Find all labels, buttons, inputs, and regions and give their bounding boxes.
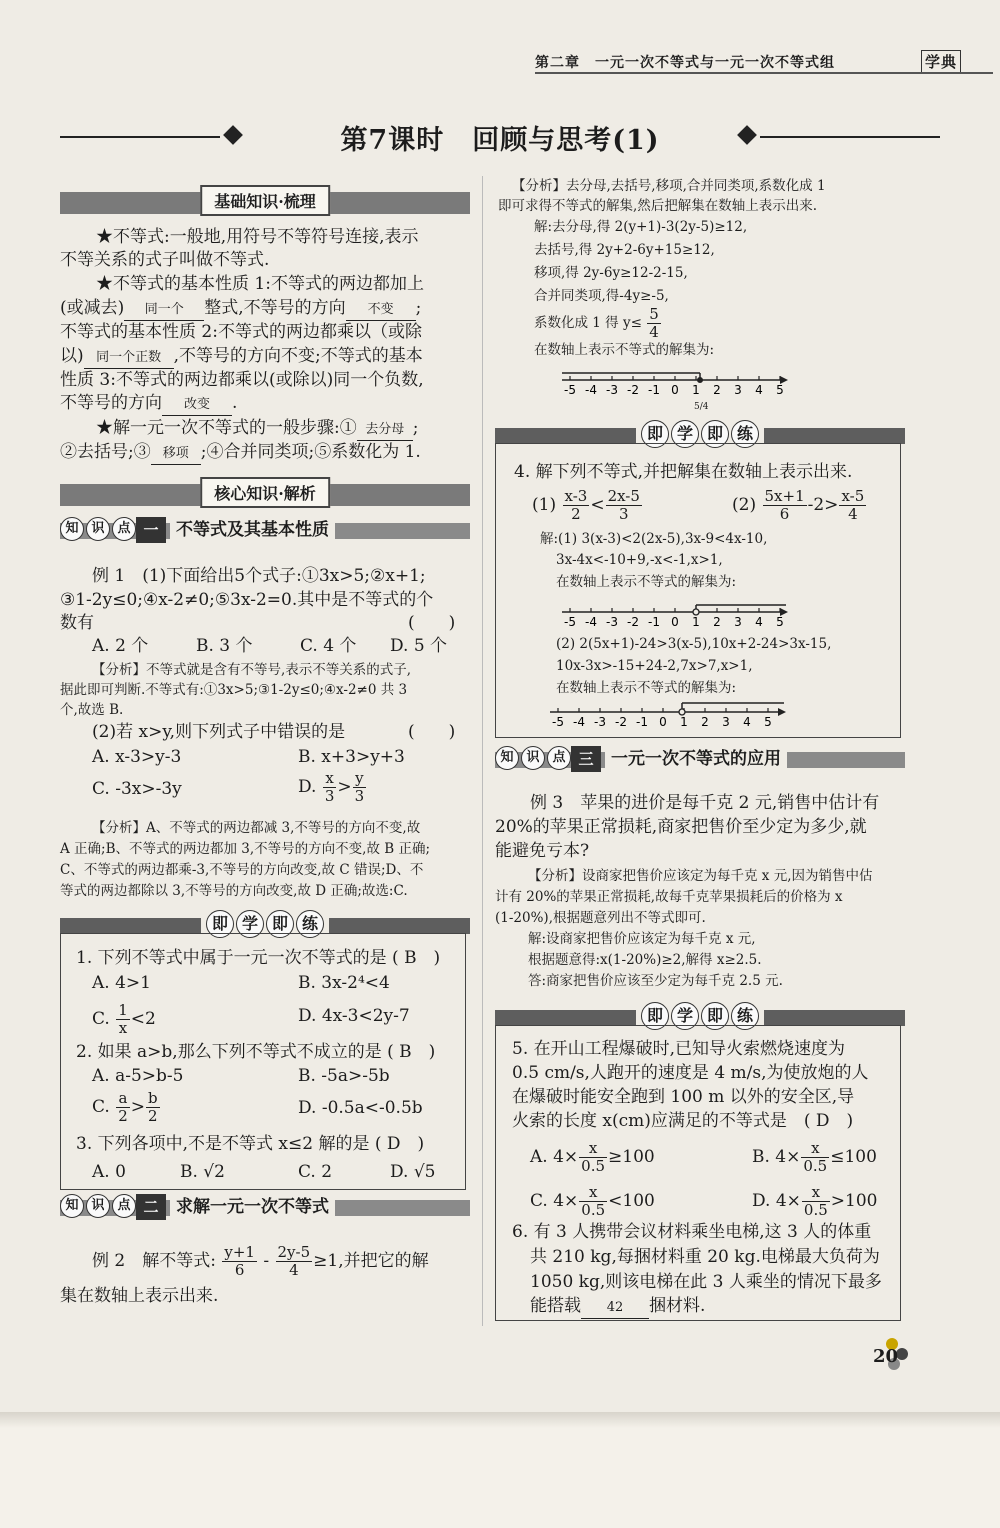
number-line-1: [560, 366, 790, 406]
option-b: B. 3x-2⁴<4: [298, 973, 390, 993]
tick-label: -2: [627, 383, 639, 397]
denominator: 4: [848, 505, 858, 523]
operator: -2>: [807, 495, 839, 515]
numerator: x-5: [841, 487, 865, 505]
option-d: D. √5: [390, 1162, 436, 1182]
answer-paren: ( ): [408, 613, 456, 633]
tick-label: 2: [713, 615, 721, 629]
question-line: 0.5 cm/s,人跑开的速度是 4 m/s,为使放炮的人: [512, 1063, 869, 1083]
text-line: [60, 442, 421, 465]
open-point: [693, 609, 699, 615]
numerator: x-3: [564, 487, 588, 505]
knowledge-point-3: [495, 746, 905, 772]
numerator: 5x+1: [764, 487, 805, 505]
option-a: A. x-3>y-3: [92, 747, 182, 767]
analysis-line: 即可求得不等式的解集,然后把解集在数轴上表示出来.: [498, 198, 818, 214]
chapter-title: 第二章 一元一次不等式与一元一次不等式组: [535, 55, 835, 71]
denominator: x: [118, 1019, 128, 1037]
question-line: 共 210 kg,每捆材料重 20 kg.电梯最大负荷为: [530, 1247, 880, 1267]
solution-line: 解:去分母,得 2(y+1)-3(2y-5)≥12,: [534, 219, 748, 235]
numerator: 2y-5: [277, 1243, 311, 1261]
option-c: [92, 1090, 161, 1125]
denominator: 0.5: [581, 1157, 606, 1175]
text-seg: 能搭载: [530, 1296, 581, 1316]
numerator: 1: [118, 1001, 128, 1019]
option-label: C. 4×: [530, 1191, 579, 1211]
tick-label: -3: [594, 715, 606, 729]
kp-number: 三: [571, 746, 601, 772]
operator: <: [590, 495, 605, 515]
tick-label: 1: [692, 383, 700, 397]
text-seg: (2): [732, 495, 757, 515]
solution-line: 解:(1) 3(x-3)<2(2x-5),3x-9<4x-10,: [540, 531, 768, 547]
fraction: [323, 770, 337, 805]
practice-char: 即: [701, 420, 729, 448]
solution-line: 答:商家把售价应该至少定为每千克 2.5 元.: [528, 973, 783, 989]
analysis-line: 【分析】A、不等式的两边都减 3,不等号的方向不变,故: [92, 820, 421, 836]
numerator: x: [802, 1184, 830, 1202]
tick-label: 0: [671, 383, 679, 397]
question-line: 在爆破时能安全跑到 100 m 以外的安全区,导: [512, 1087, 855, 1107]
option-text: >100: [830, 1191, 878, 1211]
lesson-title: [60, 118, 940, 158]
option-text: ≤100: [830, 1147, 877, 1167]
fraction: [353, 770, 367, 805]
practice-char: 即: [701, 1002, 729, 1030]
operator: >: [337, 777, 352, 797]
kp-title: 不等式及其基本性质: [170, 517, 335, 543]
tick-label: 5: [776, 383, 784, 397]
kp-title: 求解一元一次不等式: [170, 1194, 335, 1220]
solution-line: 合并同类项,得-4y≥-5,: [534, 288, 669, 304]
text-line: [96, 418, 418, 441]
running-header: [533, 50, 993, 72]
tick-label: -1: [648, 383, 660, 397]
example-line: 例 3 苹果的进价是每千克 2 元,销售中估计有: [530, 793, 880, 813]
option-label: C.: [92, 1009, 110, 1029]
text-line: 不等关系的式子叫做不等式.: [60, 250, 270, 270]
denominator: 3: [354, 787, 365, 805]
tick-label: 0: [659, 715, 667, 729]
example-line: (2)若 x>y,则下列式子中错误的是: [92, 722, 346, 742]
option-label: D. 4×: [752, 1191, 801, 1211]
text-seg: ;④合并同类项;⑤系数化为 1.: [200, 442, 421, 462]
answer-blank: 同一个: [124, 300, 204, 321]
kp-chip: 知: [495, 746, 519, 770]
option-b: B. √2: [180, 1162, 225, 1182]
denominator: 2: [571, 505, 581, 523]
answer-blank: 同一个正数: [84, 348, 174, 369]
denominator: 3: [618, 505, 629, 523]
text-seg: ≥1,并把它的解: [313, 1251, 429, 1271]
solution-line: 移项,得 2y-6y≥12-2-15,: [534, 265, 688, 281]
tick-label: -1: [636, 715, 648, 729]
option-a: A. 2 个: [92, 636, 149, 656]
kp-chip: 识: [521, 746, 545, 770]
question-line: 3. 下列各项中,不是不等式 x≤2 解的是 ( D ): [76, 1134, 425, 1154]
solution-line: (2) 2(5x+1)-24>3(x-5),10x+2-24>3x-15,: [556, 636, 832, 652]
section-banner-core: [60, 484, 470, 506]
practice-char: 学: [671, 420, 699, 448]
denominator: 2: [118, 1107, 128, 1125]
kp-number: 一: [136, 517, 166, 543]
text-line: ★不等式的基本性质 1:不等式的两边都加上: [96, 274, 424, 294]
text-seg: ,不等号的方向不变;不等式的基本: [173, 346, 423, 366]
analysis-line: 【分析】不等式就是含有不等号,表示不等关系的式子,: [92, 662, 412, 678]
option-c: [530, 1184, 655, 1219]
numerator: 5: [649, 305, 659, 323]
answer-blank: 移项: [151, 444, 201, 465]
option-text: <2: [130, 1009, 156, 1029]
question-line: 1050 kg,则该电梯在此 3 人乘坐的情况下最多: [530, 1272, 882, 1292]
practice-char: 学: [236, 910, 264, 938]
analysis-line: 个,故选 B.: [60, 702, 124, 718]
option-label: B. 4×: [752, 1147, 801, 1167]
tick-label: -4: [585, 615, 597, 629]
analysis-line: 等式的两边都除以 3,不等号的方向改变,故 D 正确;故选:C.: [60, 883, 408, 899]
title-rule-right: [760, 136, 940, 138]
operator: >: [130, 1097, 146, 1117]
solution-line: 3x-4x<-10+9,-x<-1,x>1,: [556, 552, 723, 568]
tick-label: 4: [743, 715, 751, 729]
inequality-1: [532, 488, 643, 523]
option-a: A. a-5>b-5: [92, 1066, 184, 1086]
text-line: [60, 393, 237, 416]
option-text: <100: [608, 1191, 655, 1211]
solution-line: [534, 306, 662, 341]
number-line-2: [560, 598, 790, 632]
closed-point: [697, 377, 703, 383]
page-edge-shadow: [0, 1412, 1000, 1428]
fraction: [116, 1090, 130, 1125]
denominator: 0.5: [803, 1201, 828, 1219]
text-seg: (1): [532, 495, 557, 515]
tick-label: -2: [627, 615, 639, 629]
example-line: 20%的苹果正常损耗,商家把售价至少定为多少,就: [495, 817, 867, 837]
kp-number: 二: [136, 1194, 166, 1220]
option-label: A. 4×: [530, 1147, 579, 1167]
tick-label: -4: [585, 383, 597, 397]
denominator: 6: [779, 505, 790, 523]
solution-line: 10x-3x>-15+24-2,7x>7,x>1,: [556, 658, 753, 674]
tick-label: 0: [671, 615, 679, 629]
tick-label: 1: [680, 715, 688, 729]
tick-label: -5: [564, 615, 576, 629]
practice-char: 学: [671, 1002, 699, 1030]
analysis-line: 【分析】去分母,去括号,移项,合并同类项,系数化成 1: [512, 178, 826, 194]
text-seg: 捆材料.: [649, 1296, 706, 1316]
text-seg: 整式,不等号的方向: [204, 298, 346, 318]
question-line: 4. 解下列不等式,并把解集在数轴上表示出来.: [514, 462, 853, 482]
banner-label: 核心知识·解析: [200, 477, 330, 508]
title-text: 第7课时 回顾与思考(1): [340, 125, 660, 156]
practice-char: 练: [296, 910, 324, 938]
answer-blank: 不变: [346, 300, 416, 321]
denominator: 3: [324, 787, 335, 805]
text-seg: (或减去): [60, 298, 125, 318]
practice-char: 即: [266, 910, 294, 938]
answer-blank: 改变: [162, 395, 232, 416]
page-number: 20: [873, 1346, 899, 1367]
section-banner-basics: [60, 192, 470, 214]
knowledge-point-1: [60, 517, 470, 543]
solution-line: 根据题意得:x(1-20%)≥2,解得 x≥2.5.: [528, 952, 762, 968]
knowledge-point-2: [60, 1194, 470, 1220]
practice-char: 即: [206, 910, 234, 938]
text-line: ★不等式:一般地,用符号不等符号连接,表示: [96, 227, 419, 247]
example-line: 例 1 (1)下面给出5个式子:①3x>5;②x+1;: [92, 566, 426, 586]
tick-label: 2: [701, 715, 709, 729]
kp-chip: 点: [112, 1194, 136, 1218]
text-seg: ;: [415, 298, 422, 318]
denominator: 4: [649, 323, 659, 341]
option-b: B. -5a>-5b: [298, 1066, 390, 1086]
fraction: [801, 1140, 829, 1175]
option-b: [752, 1140, 877, 1175]
text-seg: 系数化成 1 得 y≤: [534, 315, 642, 331]
fraction: [276, 1244, 313, 1279]
question-line: 5. 在开山工程爆破时,已知导火索燃烧速度为: [512, 1039, 846, 1059]
kp-chip: 识: [86, 1194, 110, 1218]
analysis-line: 据此即可判断.不等式有:①3x>5;③1-2y≤0;④x-2≠0 共 3: [60, 682, 408, 698]
number-line-mark: 5/4: [694, 402, 709, 412]
denominator: 2: [148, 1107, 158, 1125]
column-divider: [482, 176, 483, 1326]
tick-label: -4: [573, 715, 585, 729]
numerator: a: [116, 1090, 130, 1108]
practice-char: 即: [641, 1002, 669, 1030]
numerator: x: [801, 1140, 829, 1158]
tick-label: 2: [713, 383, 721, 397]
answer-blank: 去分母: [357, 420, 413, 441]
number-line-3: [548, 698, 788, 732]
inequality-2: [732, 488, 867, 523]
numerator: y+1: [224, 1243, 255, 1261]
fraction: [606, 488, 642, 523]
solution-line: 在数轴上表示不等式的解集为:: [556, 680, 737, 696]
fraction: [579, 1140, 607, 1175]
denominator: 4: [289, 1261, 299, 1279]
text-line: [60, 298, 421, 321]
text-seg: 不等号的方向: [60, 393, 162, 413]
practice-char: 练: [731, 420, 759, 448]
analysis-line: 计有 20%的苹果正常损耗,故每千克苹果损耗后的价格为 x: [495, 889, 843, 905]
tick-label: 5: [764, 715, 772, 729]
arrow-icon: [778, 708, 786, 716]
kp-title: 一元一次不等式的应用: [605, 746, 787, 772]
tick-label: -2: [615, 715, 627, 729]
tick-label: 3: [734, 383, 742, 397]
fraction: [563, 488, 590, 523]
example-line: 数有: [60, 613, 94, 633]
tick-label: 3: [722, 715, 730, 729]
text-seg: .: [232, 393, 238, 413]
option-d: D. -0.5a<-0.5b: [298, 1098, 423, 1118]
option-b: B. x+3>y+3: [298, 747, 405, 767]
denominator: 0.5: [803, 1157, 828, 1175]
example-2-line: [92, 1244, 429, 1279]
numerator: x: [323, 770, 337, 788]
example-line: 能避免亏本?: [495, 841, 590, 861]
text-line: [60, 346, 423, 369]
option-c: C. -3x>-3y: [92, 779, 182, 799]
option-label: C.: [92, 1097, 110, 1117]
fraction: [763, 488, 807, 523]
tick-label: 4: [755, 615, 763, 629]
question-line: 火索的长度 x(cm)应满足的不等式是 ( D ): [512, 1111, 854, 1131]
fraction: [146, 1090, 160, 1125]
numerator: x: [579, 1140, 607, 1158]
solution-line: 在数轴上表示不等式的解集为:: [556, 574, 737, 590]
tick-label: 1: [692, 615, 700, 629]
option-d: D. 4x-3<2y-7: [298, 1006, 410, 1026]
open-point: [679, 709, 685, 715]
text-seg: ②去括号;③: [60, 442, 151, 462]
solution-line: 解:设商家把售价应该定为每千克 x 元,: [528, 931, 756, 947]
numerator: x: [579, 1184, 607, 1202]
option-d: [298, 770, 367, 805]
denominator: 6: [234, 1261, 245, 1279]
text-seg: 例 2 解不等式:: [92, 1251, 216, 1271]
kp-chip: 知: [60, 1194, 84, 1218]
practice-char: 即: [641, 420, 669, 448]
question-line: 1. 下列不等式中属于一元一次不等式的是 ( B ): [76, 948, 441, 968]
brand-logo: 学典: [921, 50, 961, 73]
analysis-line: 【分析】设商家把售价应该定为每千克 x 元,因为销售中估: [528, 868, 873, 884]
kp-chip: 知: [60, 517, 84, 541]
tick-label: -3: [606, 383, 618, 397]
answer-blank: 42: [581, 1298, 649, 1319]
fraction: [116, 1002, 130, 1037]
numerator: 2x-5: [607, 487, 640, 505]
kp-chip: 识: [86, 517, 110, 541]
analysis-line: C、不等式的两边都乘-3,不等号的方向改变,故 C 错误;D、不: [60, 862, 424, 878]
fraction: [802, 1184, 830, 1219]
text-line: 性质 3:不等式的两边都乘以(或除以)同一个负数,: [60, 370, 424, 390]
example-line: ③1-2y≤0;④x-2≠0;⑤3x-2=0.其中是不等式的个: [60, 590, 434, 610]
option-c: C. 2: [298, 1162, 333, 1182]
text-line: 不等式的基本性质 2:不等式的两边都乘以（或除: [60, 322, 422, 342]
answer-paren: ( ): [408, 722, 456, 742]
option-d: D. 5 个: [390, 636, 448, 656]
tick-label: -5: [564, 383, 576, 397]
solution-line: 在数轴上表示不等式的解集为:: [534, 342, 715, 358]
question-line: 2. 如果 a>b,那么下列不等式不成立的是 ( B ): [76, 1042, 436, 1062]
operator: -: [263, 1251, 270, 1271]
option-a: [530, 1140, 655, 1175]
text-seg: 以): [60, 346, 84, 366]
tick-label: -5: [552, 715, 564, 729]
tick-label: 4: [755, 383, 763, 397]
option-c: [92, 1002, 156, 1037]
option-text: ≥100: [608, 1147, 655, 1167]
analysis-line: A 正确;B、不等式的两边都加 3,不等号的方向不变,故 B 正确;: [60, 841, 431, 857]
question-line: [530, 1296, 705, 1319]
option-d: [752, 1184, 877, 1219]
numerator: b: [148, 1089, 158, 1107]
option-b: B. 3 个: [196, 636, 253, 656]
option-c: C. 4 个: [300, 636, 357, 656]
fraction: [839, 488, 866, 523]
analysis-line: (1-20%),根据题意列出不等式即可.: [495, 910, 706, 926]
fraction: [647, 306, 661, 341]
practice-char: 练: [731, 1002, 759, 1030]
tick-label: 5: [776, 615, 784, 629]
option-label: D.: [298, 777, 317, 797]
tick-label: -1: [648, 615, 660, 629]
numerator: y: [353, 770, 367, 788]
banner-label: 基础知识·梳理: [200, 185, 330, 216]
solution-line: 去括号,得 2y+2-6y+15≥12,: [534, 242, 715, 258]
denominator: 0.5: [581, 1201, 606, 1219]
question-line: 6. 有 3 人携带会议材料乘坐电梯,这 3 人的体重: [512, 1222, 872, 1242]
text-seg: ;: [412, 418, 419, 438]
example-line: 集在数轴上表示出来.: [60, 1286, 219, 1306]
header-rule: [535, 72, 993, 74]
kp-chip: 点: [112, 517, 136, 541]
fraction: [222, 1244, 257, 1279]
text-seg: ★解一元一次不等式的一般步骤:①: [96, 418, 357, 438]
fraction: [579, 1184, 607, 1219]
option-a: A. 4>1: [92, 973, 151, 993]
tick-label: -3: [606, 615, 618, 629]
option-a: A. 0: [92, 1162, 126, 1182]
tick-label: 3: [734, 615, 742, 629]
kp-chip: 点: [547, 746, 571, 770]
